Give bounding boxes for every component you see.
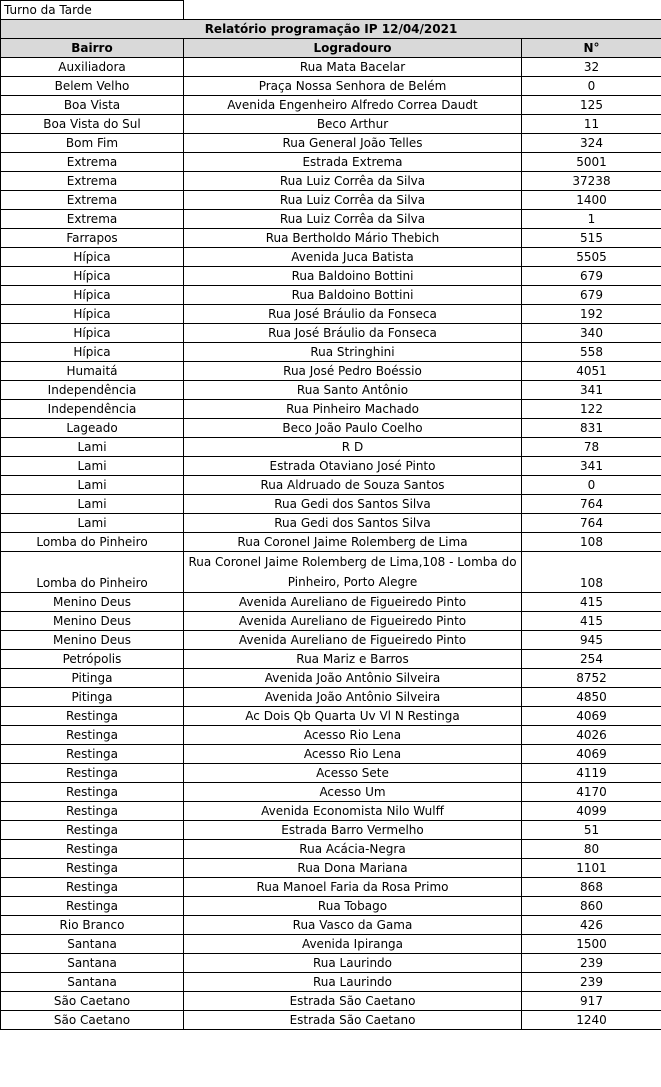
cell-logradouro[interactable]: Rua Coronel Jaime Rolemberg de Lima — [184, 533, 522, 552]
cell-numero[interactable]: 515 — [522, 229, 661, 248]
cell-bairro[interactable]: Hípica — [1, 286, 184, 305]
cell-logradouro[interactable]: Praça Nossa Senhora de Belém — [184, 77, 522, 96]
shift-label-cell[interactable]: Turno da Tarde — [1, 1, 184, 20]
table-row — [1, 324, 661, 343]
table-row — [1, 343, 661, 362]
cell-bairro[interactable]: Extrema — [1, 210, 184, 229]
cell-numero[interactable]: 37238 — [522, 172, 661, 191]
cell-bairro[interactable]: Lami — [1, 476, 184, 495]
cell-logradouro[interactable]: Rua Mata Bacelar — [184, 58, 522, 77]
table-row — [1, 1011, 661, 1030]
cell-numero[interactable]: 4069 — [522, 745, 661, 764]
cell-logradouro[interactable]: Rua José Pedro Boéssio — [184, 362, 522, 381]
cell-bairro[interactable]: Menino Deus — [1, 593, 184, 612]
cell-logradouro[interactable]: Rua Laurindo — [184, 954, 522, 973]
cell-bairro[interactable]: Restinga — [1, 821, 184, 840]
table-row — [1, 495, 661, 514]
table-row — [1, 77, 661, 96]
cell-logradouro[interactable]: Acesso Sete — [184, 764, 522, 783]
empty-cell[interactable] — [184, 1, 661, 20]
cell-numero[interactable]: 254 — [522, 650, 661, 669]
cell-bairro[interactable]: Farrapos — [1, 229, 184, 248]
table-row — [1, 954, 661, 973]
cell-logradouro[interactable]: Avenida Aureliano de Figueiredo Pinto — [184, 631, 522, 650]
cell-logradouro[interactable]: Rua Coronel Jaime Rolemberg de Lima,108 - Lomba do Pinheiro, Porto Alegre — [184, 552, 522, 593]
cell-bairro[interactable]: Restinga — [1, 897, 184, 916]
cell-bairro[interactable]: Extrema — [1, 191, 184, 210]
shift-row — [1, 1, 661, 20]
title-row — [1, 20, 661, 39]
cell-logradouro[interactable]: Rua Acácia-Negra — [184, 840, 522, 859]
cell-numero[interactable]: 0 — [522, 77, 661, 96]
cell-logradouro[interactable]: Rua Mariz e Barros — [184, 650, 522, 669]
table-row — [1, 362, 661, 381]
table-row — [1, 457, 661, 476]
cell-bairro[interactable]: Auxiliadora — [1, 58, 184, 77]
table-row — [1, 438, 661, 457]
cell-logradouro[interactable]: Rua Tobago — [184, 897, 522, 916]
cell-numero[interactable]: 4099 — [522, 802, 661, 821]
cell-logradouro[interactable]: Rua Gedi dos Santos Silva — [184, 495, 522, 514]
table-row — [1, 134, 661, 153]
cell-logradouro[interactable]: Beco Arthur — [184, 115, 522, 134]
table-row — [1, 878, 661, 897]
cell-bairro[interactable]: Boa Vista do Sul — [1, 115, 184, 134]
cell-bairro[interactable]: Belem Velho — [1, 77, 184, 96]
cell-logradouro[interactable]: Rua Vasco da Gama — [184, 916, 522, 935]
cell-numero[interactable]: 108 — [522, 533, 661, 552]
cell-numero[interactable]: 4119 — [522, 764, 661, 783]
cell-logradouro[interactable]: Rua Santo Antônio — [184, 381, 522, 400]
cell-bairro[interactable]: Restinga — [1, 840, 184, 859]
table-row — [1, 688, 661, 707]
cell-logradouro[interactable]: Beco João Paulo Coelho — [184, 419, 522, 438]
table-row — [1, 745, 661, 764]
cell-logradouro[interactable]: Rua Laurindo — [184, 973, 522, 992]
table-row — [1, 593, 661, 612]
cell-logradouro[interactable]: Avenida Economista Nilo Wulff — [184, 802, 522, 821]
table-row — [1, 381, 661, 400]
cell-numero[interactable]: 1400 — [522, 191, 661, 210]
cell-bairro[interactable]: Menino Deus — [1, 612, 184, 631]
cell-bairro[interactable]: Restinga — [1, 764, 184, 783]
table-row — [1, 514, 661, 533]
cell-numero[interactable]: 239 — [522, 973, 661, 992]
cell-logradouro[interactable]: Ac Dois Qb Quarta Uv Vl N Restinga — [184, 707, 522, 726]
table-row — [1, 400, 661, 419]
cell-logradouro[interactable]: Avenida Engenheiro Alfredo Correa Daudt — [184, 96, 522, 115]
cell-bairro[interactable]: Restinga — [1, 802, 184, 821]
cell-logradouro[interactable]: Acesso Rio Lena — [184, 726, 522, 745]
table-row — [1, 305, 661, 324]
cell-numero[interactable]: 415 — [522, 612, 661, 631]
cell-numero[interactable]: 108 — [522, 552, 661, 593]
cell-numero[interactable]: 324 — [522, 134, 661, 153]
cell-numero[interactable]: 1240 — [522, 1011, 661, 1030]
cell-bairro[interactable]: Lomba do Pinheiro — [1, 552, 184, 593]
table-row — [1, 631, 661, 650]
cell-bairro[interactable]: Independência — [1, 381, 184, 400]
cell-numero[interactable]: 5001 — [522, 153, 661, 172]
cell-bairro[interactable]: Restinga — [1, 745, 184, 764]
cell-logradouro[interactable]: Acesso Um — [184, 783, 522, 802]
cell-numero[interactable]: 426 — [522, 916, 661, 935]
cell-bairro[interactable]: Restinga — [1, 859, 184, 878]
cell-logradouro[interactable]: Rua Stringhini — [184, 343, 522, 362]
cell-bairro[interactable]: Pitinga — [1, 688, 184, 707]
cell-bairro[interactable]: Santana — [1, 973, 184, 992]
cell-numero[interactable]: 341 — [522, 457, 661, 476]
table-row — [1, 916, 661, 935]
table-row — [1, 286, 661, 305]
cell-bairro[interactable]: Bom Fim — [1, 134, 184, 153]
cell-numero[interactable]: 239 — [522, 954, 661, 973]
cell-bairro[interactable]: Hípica — [1, 305, 184, 324]
cell-logradouro[interactable]: Rua Gedi dos Santos Silva — [184, 514, 522, 533]
cell-logradouro[interactable]: Rua Baldoino Bottini — [184, 267, 522, 286]
cell-numero[interactable]: 4051 — [522, 362, 661, 381]
cell-logradouro[interactable]: Acesso Rio Lena — [184, 745, 522, 764]
cell-numero[interactable]: 764 — [522, 514, 661, 533]
cell-logradouro[interactable]: Rua José Bráulio da Fonseca — [184, 324, 522, 343]
table-row — [1, 802, 661, 821]
cell-bairro[interactable]: Restinga — [1, 726, 184, 745]
cell-bairro[interactable]: Hípica — [1, 267, 184, 286]
cell-bairro[interactable]: Lomba do Pinheiro — [1, 533, 184, 552]
cell-bairro[interactable]: Rio Branco — [1, 916, 184, 935]
cell-numero[interactable]: 4026 — [522, 726, 661, 745]
table-row — [1, 764, 661, 783]
cell-bairro[interactable]: Lami — [1, 438, 184, 457]
cell-numero[interactable]: 4170 — [522, 783, 661, 802]
table-row — [1, 612, 661, 631]
cell-bairro[interactable]: Restinga — [1, 783, 184, 802]
cell-bairro[interactable]: Boa Vista — [1, 96, 184, 115]
cell-bairro[interactable]: Pitinga — [1, 669, 184, 688]
cell-logradouro[interactable]: Rua Luiz Corrêa da Silva — [184, 210, 522, 229]
cell-numero[interactable]: 1101 — [522, 859, 661, 878]
cell-logradouro[interactable]: Rua Dona Mariana — [184, 859, 522, 878]
cell-bairro[interactable]: Extrema — [1, 172, 184, 191]
cell-bairro[interactable]: São Caetano — [1, 1011, 184, 1030]
header-bairro[interactable]: Bairro — [1, 39, 184, 58]
cell-bairro[interactable]: Restinga — [1, 707, 184, 726]
cell-bairro[interactable]: Lami — [1, 495, 184, 514]
cell-logradouro[interactable]: Avenida Juca Batista — [184, 248, 522, 267]
cell-logradouro[interactable]: Avenida Aureliano de Figueiredo Pinto — [184, 593, 522, 612]
cell-logradouro[interactable]: Estrada São Caetano — [184, 992, 522, 1011]
cell-logradouro[interactable]: Estrada Barro Vermelho — [184, 821, 522, 840]
cell-bairro[interactable]: Humaitá — [1, 362, 184, 381]
cell-bairro[interactable]: Restinga — [1, 878, 184, 897]
cell-numero[interactable]: 125 — [522, 96, 661, 115]
cell-bairro[interactable]: Santana — [1, 935, 184, 954]
cell-bairro[interactable]: Lami — [1, 514, 184, 533]
table-row — [1, 650, 661, 669]
cell-logradouro[interactable]: R D — [184, 438, 522, 457]
table-row — [1, 153, 661, 172]
table-row — [1, 821, 661, 840]
cell-numero[interactable]: 78 — [522, 438, 661, 457]
cell-numero[interactable]: 51 — [522, 821, 661, 840]
cell-numero[interactable]: 558 — [522, 343, 661, 362]
cell-logradouro[interactable]: Rua Baldoino Bottini — [184, 286, 522, 305]
cell-numero[interactable]: 415 — [522, 593, 661, 612]
cell-logradouro[interactable]: Rua José Bráulio da Fonseca — [184, 305, 522, 324]
cell-bairro[interactable]: Lami — [1, 457, 184, 476]
cell-logradouro[interactable]: Estrada Extrema — [184, 153, 522, 172]
table-row — [1, 58, 661, 77]
cell-numero[interactable]: 11 — [522, 115, 661, 134]
cell-bairro[interactable]: Extrema — [1, 153, 184, 172]
cell-numero[interactable]: 80 — [522, 840, 661, 859]
cell-logradouro[interactable]: Avenida João Antônio Silveira — [184, 669, 522, 688]
cell-bairro[interactable]: Santana — [1, 954, 184, 973]
cell-numero[interactable]: 32 — [522, 58, 661, 77]
cell-logradouro[interactable]: Avenida Ipiranga — [184, 935, 522, 954]
cell-bairro[interactable]: Lageado — [1, 419, 184, 438]
table-row — [1, 973, 661, 992]
table-row — [1, 783, 661, 802]
table-row — [1, 248, 661, 267]
cell-numero[interactable]: 340 — [522, 324, 661, 343]
cell-numero[interactable]: 4850 — [522, 688, 661, 707]
cell-numero[interactable]: 679 — [522, 286, 661, 305]
cell-logradouro[interactable]: Rua Bertholdo Mário Thebich — [184, 229, 522, 248]
cell-logradouro[interactable]: Rua Aldruado de Souza Santos — [184, 476, 522, 495]
header-logradouro[interactable]: Logradouro — [184, 39, 522, 58]
cell-numero[interactable]: 0 — [522, 476, 661, 495]
cell-logradouro[interactable]: Estrada São Caetano — [184, 1011, 522, 1030]
cell-numero[interactable]: 5505 — [522, 248, 661, 267]
cell-bairro[interactable]: Menino Deus — [1, 631, 184, 650]
table-row — [1, 840, 661, 859]
cell-numero[interactable]: 868 — [522, 878, 661, 897]
cell-numero[interactable]: 341 — [522, 381, 661, 400]
cell-bairro[interactable]: Hípica — [1, 324, 184, 343]
cell-numero[interactable]: 860 — [522, 897, 661, 916]
report-title-cell[interactable]: Relatório programação IP 12/04/2021 — [1, 20, 661, 39]
header-row — [1, 39, 661, 58]
table-row — [1, 191, 661, 210]
cell-numero[interactable]: 4069 — [522, 707, 661, 726]
cell-bairro[interactable]: Independência — [1, 400, 184, 419]
cell-logradouro[interactable]: Rua Luiz Corrêa da Silva — [184, 191, 522, 210]
cell-numero[interactable]: 945 — [522, 631, 661, 650]
cell-logradouro[interactable]: Rua Manoel Faria da Rosa Primo — [184, 878, 522, 897]
cell-numero[interactable]: 8752 — [522, 669, 661, 688]
cell-logradouro[interactable]: Rua Pinheiro Machado — [184, 400, 522, 419]
cell-numero[interactable]: 831 — [522, 419, 661, 438]
cell-numero[interactable]: 1 — [522, 210, 661, 229]
table-row — [1, 897, 661, 916]
cell-numero[interactable]: 917 — [522, 992, 661, 1011]
table-row — [1, 707, 661, 726]
cell-bairro[interactable]: Hípica — [1, 343, 184, 362]
table-row — [1, 229, 661, 248]
cell-bairro[interactable]: Petrópolis — [1, 650, 184, 669]
table-row — [1, 726, 661, 745]
cell-logradouro[interactable]: Avenida Aureliano de Figueiredo Pinto — [184, 612, 522, 631]
table-row — [1, 172, 661, 191]
header-numero[interactable]: N° — [522, 39, 661, 58]
table-row — [1, 533, 661, 552]
table-row — [1, 210, 661, 229]
table-row — [1, 669, 661, 688]
table-row — [1, 115, 661, 134]
table-row — [1, 419, 661, 438]
cell-logradouro[interactable]: Estrada Otaviano José Pinto — [184, 457, 522, 476]
cell-numero[interactable]: 1500 — [522, 935, 661, 954]
table-row — [1, 552, 661, 593]
cell-logradouro[interactable]: Rua General João Telles — [184, 134, 522, 153]
cell-numero[interactable]: 192 — [522, 305, 661, 324]
cell-logradouro[interactable]: Avenida João Antônio Silveira — [184, 688, 522, 707]
table-row — [1, 859, 661, 878]
table-row — [1, 267, 661, 286]
cell-numero[interactable]: 679 — [522, 267, 661, 286]
table-row — [1, 476, 661, 495]
table-row — [1, 992, 661, 1011]
cell-numero[interactable]: 122 — [522, 400, 661, 419]
table-row — [1, 96, 661, 115]
cell-bairro[interactable]: Hípica — [1, 248, 184, 267]
cell-bairro[interactable]: São Caetano — [1, 992, 184, 1011]
cell-numero[interactable]: 764 — [522, 495, 661, 514]
cell-logradouro[interactable]: Rua Luiz Corrêa da Silva — [184, 172, 522, 191]
table-row — [1, 935, 661, 954]
